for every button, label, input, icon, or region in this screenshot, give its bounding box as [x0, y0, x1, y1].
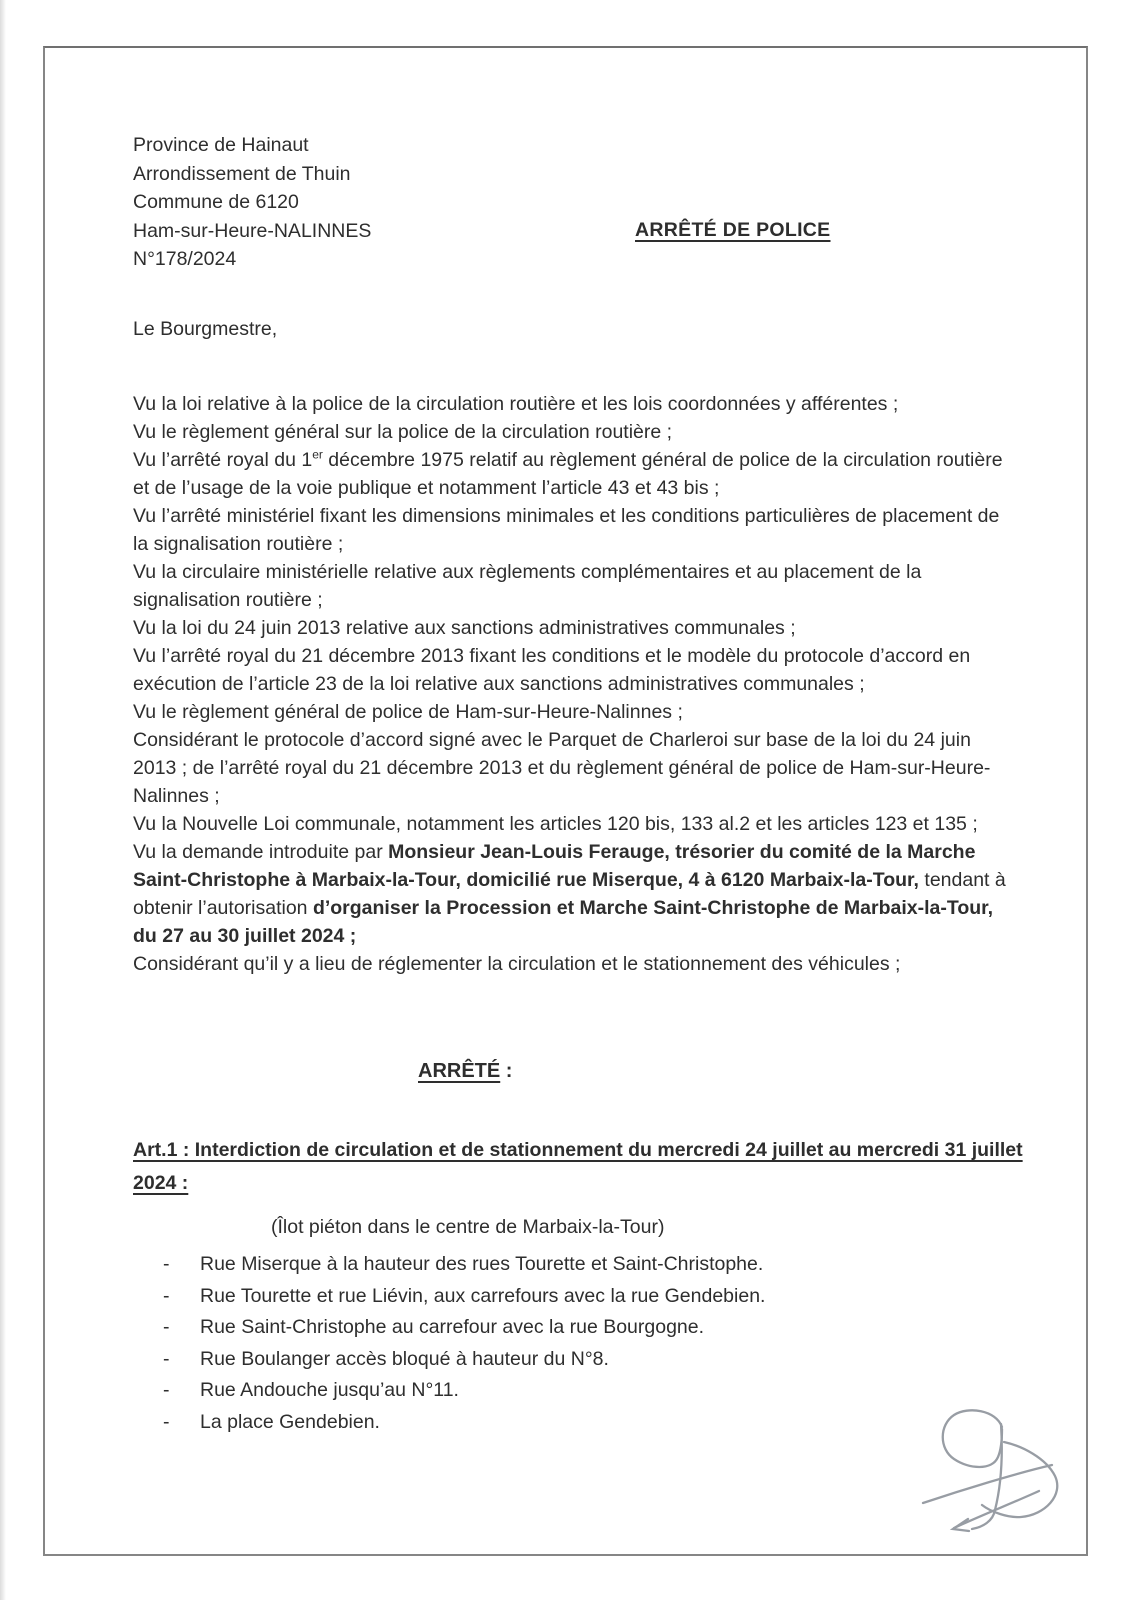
- issuer-line: Commune de 6120: [133, 191, 299, 213]
- preamble-paragraph: [133, 838, 1007, 950]
- text-segment: Vu la Nouvelle Loi communale, notamment les articles 120 bis, 133 al.2 et les articles 123 et 135 ;: [133, 813, 978, 835]
- preamble-paragraph: [133, 810, 1007, 838]
- preamble-paragraph: [133, 614, 1007, 642]
- text-segment: décembre 1975 relatif au règlement général de police de la circulation routière et de l’usage de la voie publique et notamment l’article 43 et 43 bis ;: [133, 449, 1003, 499]
- street-list: [163, 1249, 765, 1438]
- decree-heading-colon: :: [500, 1060, 513, 1082]
- preamble-paragraph: [133, 698, 1007, 726]
- street-name-text: Rue Miserque à la hauteur des rues Tourette et Saint-Christophe.: [200, 1253, 764, 1275]
- street-list-item: [163, 1281, 765, 1313]
- text-segment: Vu l’arrêté royal du 1: [133, 449, 313, 471]
- street-list-item: [163, 1375, 765, 1407]
- text-segment: Vu la demande introduite par: [133, 841, 389, 863]
- text-segment: Vu la loi relative à la police de la circulation routière et les lois coordonnées y afférentes ;: [133, 393, 899, 415]
- preamble-paragraph: [133, 642, 1007, 698]
- text-segment: Vu l’arrêté royal du 21 décembre 2013 fixant les conditions et le modèle du protocole d’accord en exécution de l’article 23 de la loi relative aux sanctions administratives communales ;: [133, 645, 971, 695]
- street-list-item: [163, 1344, 765, 1376]
- text-segment: Vu le règlement général de police de Ham-sur-Heure-Nalinnes ;: [133, 701, 683, 723]
- preamble-paragraph: [133, 502, 1007, 558]
- preamble-paragraph: [133, 726, 1007, 810]
- issuer-block: [133, 131, 371, 274]
- issuer-line: Ham-sur-Heure-NALINNES: [133, 219, 372, 242]
- scan-edge-shadow: [0, 0, 6, 1600]
- dash-bullet: -: [163, 1347, 170, 1370]
- street-name-text: Rue Tourette et rue Liévin, aux carrefours avec la rue Gendebien.: [200, 1284, 766, 1307]
- dash-bullet: -: [163, 1316, 170, 1338]
- issuer-line: N°178/2024: [133, 248, 237, 270]
- text-segment: Vu le règlement général sur la police de la circulation routière ;: [133, 421, 673, 443]
- salutation-line: Le Bourgmestre,: [133, 318, 278, 340]
- text-segment: er: [312, 447, 323, 462]
- street-list-item: [163, 1407, 765, 1439]
- preamble-paragraph: [133, 390, 1007, 418]
- dash-bullet: -: [163, 1379, 170, 1401]
- street-name-text: La place Gendebien.: [200, 1410, 380, 1433]
- dash-bullet: -: [163, 1410, 170, 1433]
- street-name-text: Rue Saint-Christophe au carrefour avec la rue Bourgogne.: [200, 1316, 705, 1338]
- preamble-paragraph: [133, 418, 1007, 446]
- preamble: [133, 390, 1007, 978]
- preamble-paragraph: [133, 950, 1007, 978]
- decree-heading-word: ARRÊTÉ: [418, 1060, 501, 1082]
- text-segment: Vu la circulaire ministérielle relative aux règlements complémentaires et au placement de la signalisation routière ;: [133, 561, 922, 611]
- text-segment: Considérant le protocole d’accord signé avec le Parquet de Charleroi sur base de la loi du 24 juin 2013 ; de l’arrêté royal du 21 décembre 2013 et du règlement général de police de Ham-sur-Heure-Nalinnes ;: [133, 729, 991, 807]
- text-segment: d’organiser la Procession et Marche Saint-Christophe de Marbaix-la-Tour, du 27 au 30 juillet 2024 ;: [133, 897, 994, 947]
- issuer-line: Province de Hainaut: [133, 134, 309, 156]
- document-title: ARRÊTÉ DE POLICE: [635, 219, 831, 241]
- street-list-item: [163, 1312, 765, 1344]
- preamble-paragraph: [133, 446, 1007, 502]
- text-segment: Monsieur Jean-Louis Ferauge, trésorier du comité de la Marche Saint-Christophe à Marbaix-la-Tour, domicilié rue Miserque, 4 à 6120 Marbaix-la-Tour,: [133, 841, 976, 891]
- street-name-text: Rue Boulanger accès bloqué à hauteur du N°8.: [200, 1347, 609, 1370]
- signature-scribble-icon: [916, 1402, 1066, 1540]
- dash-bullet: -: [163, 1284, 170, 1307]
- text-segment: Vu la loi du 24 juin 2013 relative aux sanctions administratives communales ;: [133, 617, 796, 639]
- street-list-item: [163, 1249, 765, 1281]
- decree-heading: [418, 1060, 512, 1083]
- text-segment: tendant à obtenir l’autorisation: [133, 869, 1006, 919]
- text-segment: Considérant qu’il y a lieu de réglementer la circulation et le stationnement des véhicules ;: [133, 953, 901, 975]
- issuer-line: Arrondissement de Thuin: [133, 162, 351, 185]
- text-segment: Vu l’arrêté ministériel fixant les dimensions minimales et les conditions particulières de placement de la signalisation routière ;: [133, 505, 1000, 555]
- preamble-paragraph: [133, 558, 1007, 614]
- pedestrian-zone-note: (Îlot piéton dans le centre de Marbaix-la-Tour): [271, 1216, 665, 1238]
- dash-bullet: -: [163, 1253, 170, 1275]
- article1-heading: Art.1 : Interdiction de circulation et de stationnement du mercredi 24 juillet au mercredi 31 juillet 2024 :: [133, 1139, 1023, 1194]
- street-name-text: Rue Andouche jusqu’au N°11.: [200, 1379, 459, 1401]
